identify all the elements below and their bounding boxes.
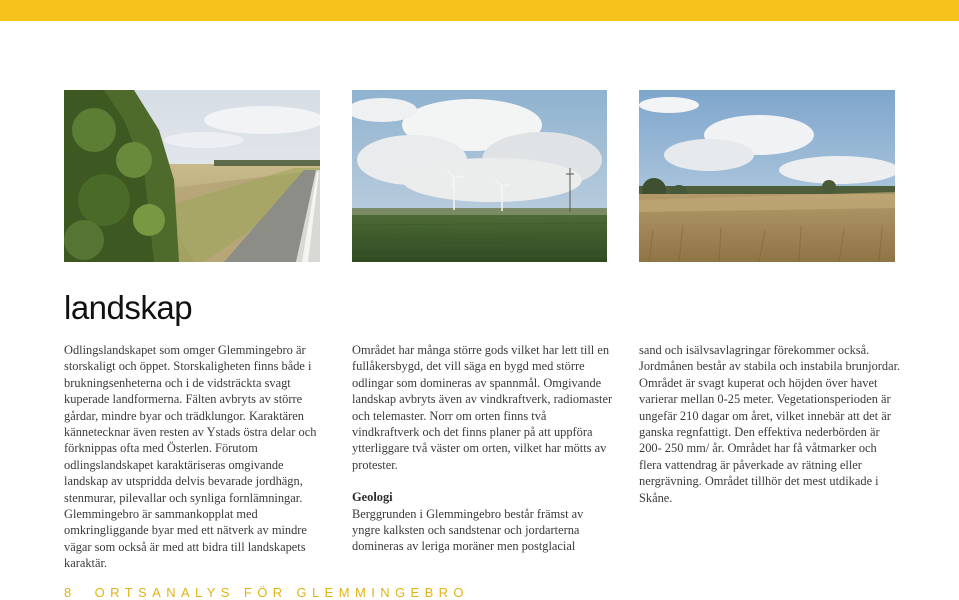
top-accent-bar <box>0 0 959 21</box>
text-column-2 <box>352 342 614 555</box>
section-title: ORTSANALYS FÖR GLEMMINGEBRO <box>94 585 469 600</box>
landscape-road-photo <box>64 90 320 262</box>
page-number: 8 <box>64 585 77 600</box>
body-paragraph: sand och isälvsavlagringar förekommer också. Jordmånen består av stabila och instabila brunjordar. Området är svagt kuperat och höjden över havet varierar mellan 0-25 meter. Vegetationsperioden är ungefär 210 dagar om året, vilket innebär att det är ganska regnfattigt. Den effektiva nederbörden är 200- 250 mm/ år. Området har få våtmarker och flera vattendrag är påverkade av rätning eller nergrävning. Området tillhör det mest utdikade i Skåne. <box>639 343 901 505</box>
section-subheading: Geologi <box>352 490 393 505</box>
body-paragraph: Området har många större gods vilket har lett till en fullåkersbygd, det vill säga en bygd med större odlingar som domineras av spannmål. Omgivande landskap avbryts även av vindkraftverk, radiomaster och telemaster. Norr om orten finns två vindkraftverk och det finns planer på att uppföra ytterliggare två väster om orten, vilket har mötts av protester. <box>352 343 613 472</box>
body-paragraph: Odlingslandskapet som omger Glemmingebro är storskaligt och öppet. Storskaligheten finns både i brukningsenheterna och i de vidsträckta svagt kuperade landformerna. Fälten avbryts av större gårdar, mindre byar och trädklungor. Karaktären kännetecknar även resten av Ystads östra delar och förknippas ofta med Österlen. Förutom odlingslandskapet karaktäriseras omgivande landskap av utspridda delvis bevarade jordhägn, stenmurar, pilevallar och synliga fornlämningar. Glemmingebro är sammankopplat med omkringliggande byar med ett nätverk av mindre vägar som också är med att bidra till landskapets karaktär. <box>64 343 317 571</box>
landscape-grass-field-photo <box>639 90 895 262</box>
page-title: landskap <box>64 289 193 326</box>
text-column-1 <box>64 342 324 572</box>
text-column-3 <box>639 342 901 506</box>
landscape-wind-turbines-photo <box>352 90 607 262</box>
page-footer <box>64 585 469 600</box>
body-paragraph: Berggrunden i Glemmingebro består främst av yngre kalksten och sandstenar och jordarterna domineras av leriga moräner men postglacial <box>352 506 584 554</box>
